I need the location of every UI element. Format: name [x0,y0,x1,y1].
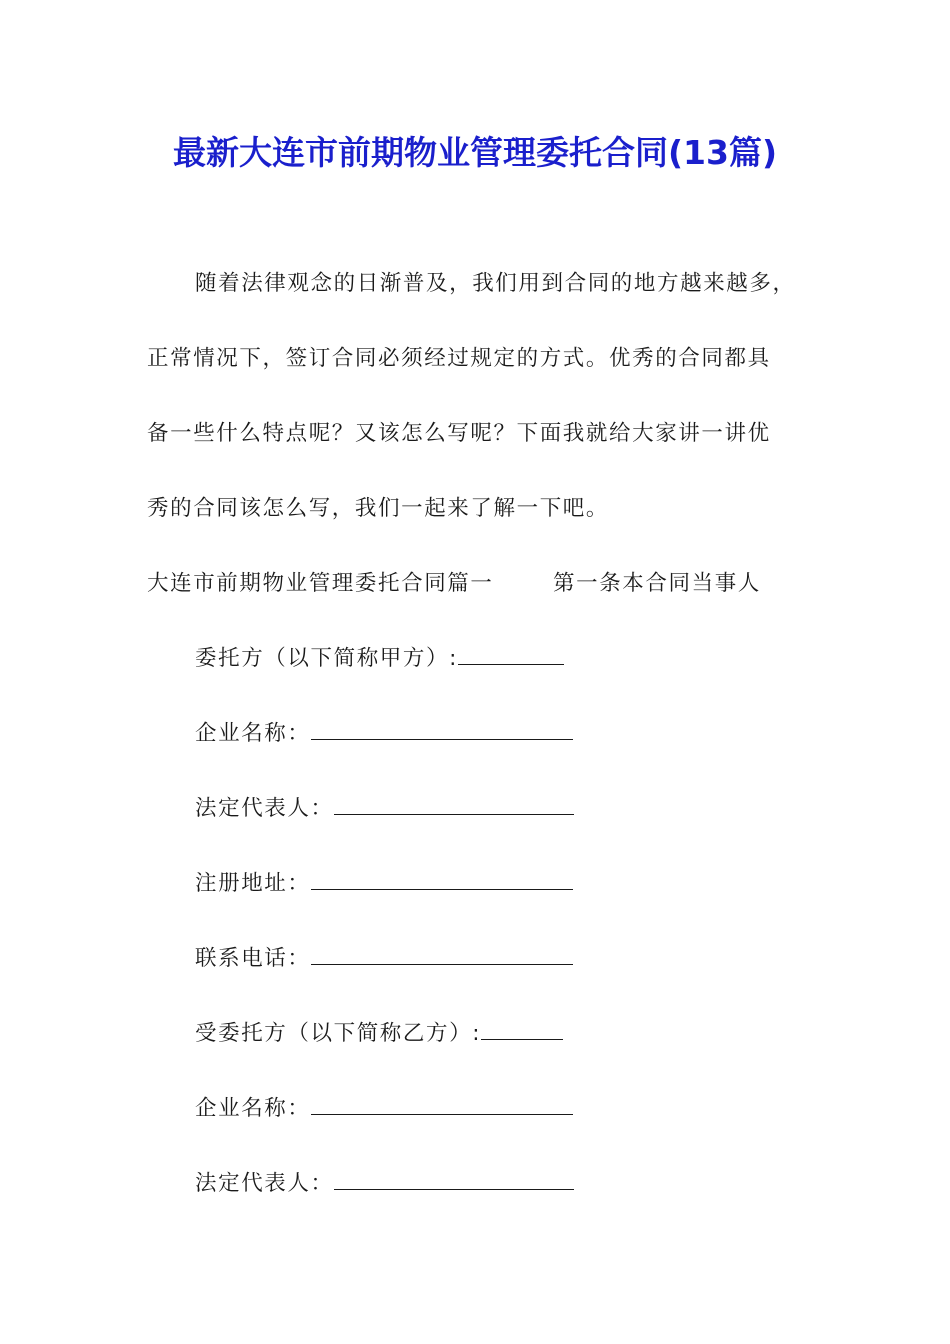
blank-line [311,869,573,890]
field-label: 联系电话： [195,946,311,971]
field-label: 企业名称： [195,721,311,746]
field-label: 企业名称： [195,1096,311,1121]
field-label: 注册地址： [195,871,311,896]
blank-line [334,794,574,815]
intro-line-3: 备一些什么特点呢？又该怎么写呢？下面我就给大家讲一讲优 [147,421,771,446]
blank-line [311,719,573,740]
field-row-phone [195,944,573,974]
blank-line [311,944,573,965]
field-label: 法定代表人： [195,1171,334,1196]
blank-line [334,1169,574,1190]
field-row-company-name-2 [195,1094,573,1124]
article-heading: 第一条本合同当事人 [553,571,761,596]
field-row-legal-representative [195,794,574,824]
field-row-company-name [195,719,573,749]
intro-line-4: 秀的合同该怎么写，我们一起来了解一下吧。 [147,496,610,521]
field-row-agent [195,1019,563,1049]
field-label: 委托方（以下简称甲方）: [195,646,458,671]
field-row-principal [195,644,564,674]
intro-line-2: 正常情况下，签订合同必须经过规定的方式。优秀的合同都具 [147,346,771,371]
blank-line [311,1094,573,1115]
document-title: 最新大连市前期物业管理委托合同(13篇) [172,133,778,172]
blank-line [481,1019,563,1040]
field-row-legal-representative-2 [195,1169,574,1199]
field-label: 法定代表人： [195,796,334,821]
section-heading: 大连市前期物业管理委托合同篇一 [147,571,494,596]
field-row-registered-address [195,869,573,899]
blank-line [458,644,564,665]
intro-line-1: 随着法律观念的日渐普及，我们用到合同的地方越来越多， [195,271,796,296]
field-label: 受委托方（以下简称乙方）: [195,1021,482,1046]
